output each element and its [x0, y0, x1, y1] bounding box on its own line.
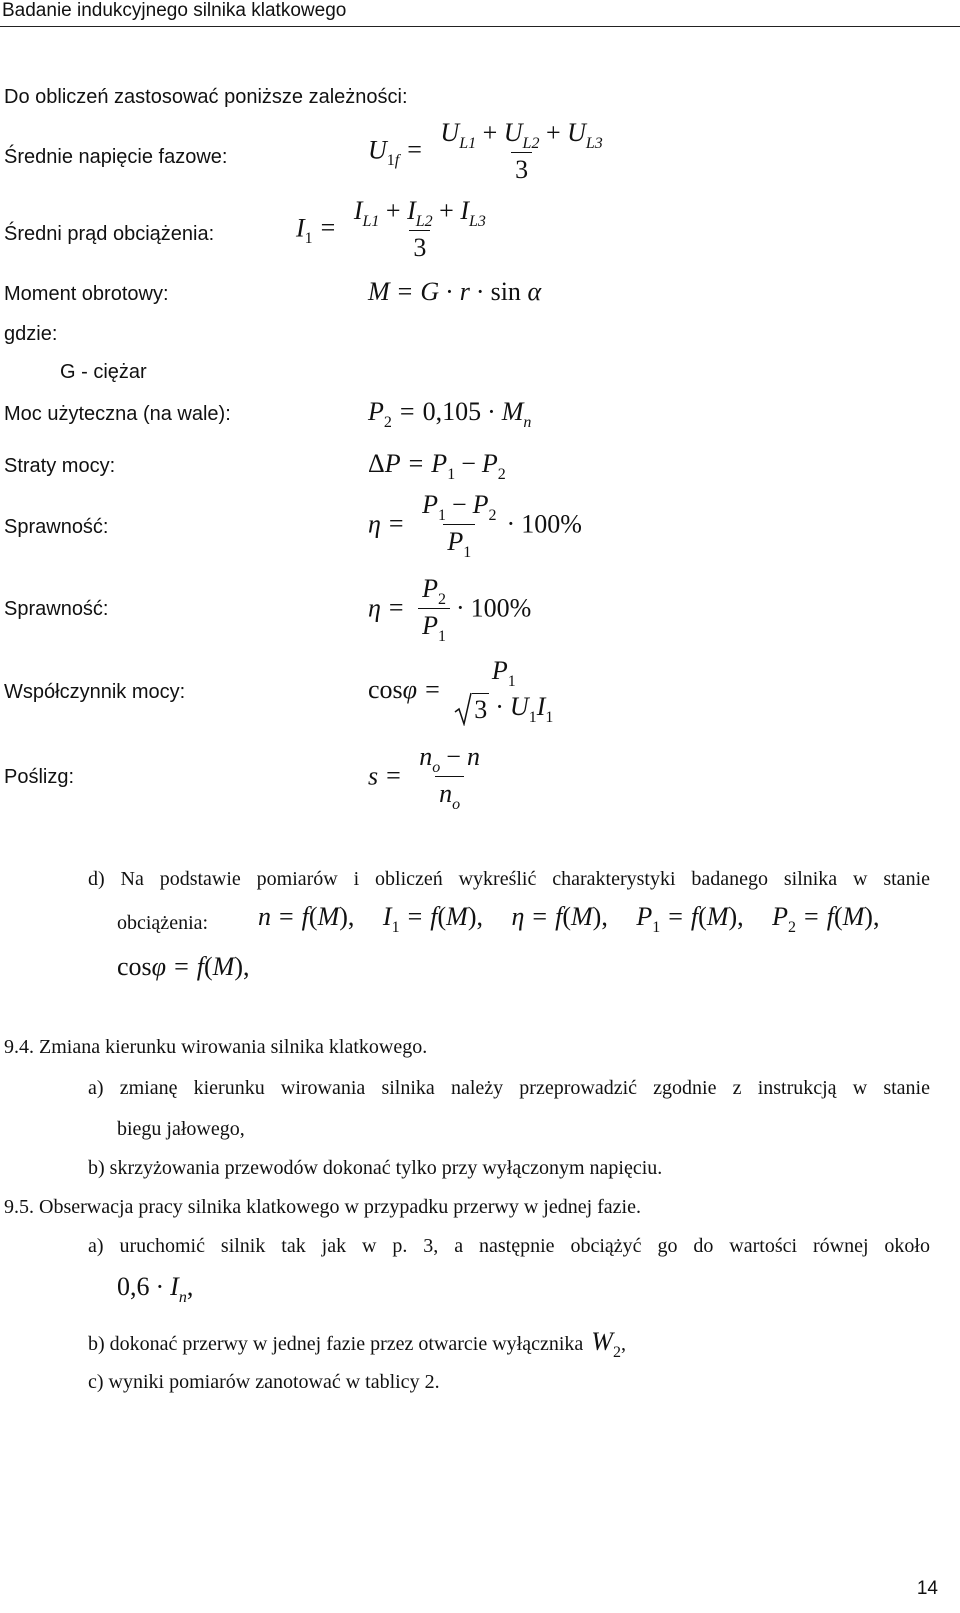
- percent-100-b: 100%: [470, 593, 532, 623]
- label-load-current: Średni prąd obciążenia:: [4, 223, 215, 245]
- label-power-losses: Straty mocy:: [4, 455, 116, 477]
- item-9-5-c: c) wyniki pomiarów zanotować w tablicy 2.: [88, 1371, 440, 1393]
- formula-power-factor: cosφ = $P_1$ 3 · $U_1I_1$: [368, 656, 554, 726]
- item-d-prefix: obciążenia:: [117, 912, 209, 934]
- formula-characteristics: n = f(M), $I_1 = f(M)$, η = f(M), $P_1 = f(M)$, $P_2 = f(M)$,: [258, 902, 880, 936]
- label-power-factor: Współczynnik mocy:: [4, 681, 186, 703]
- item-9-5-b: b) dokonać przerwy w jednej fazie przez otwarcie wyłącznika $W_2$,: [88, 1327, 626, 1361]
- label-useful-power: Moc użyteczna (na wale):: [4, 403, 231, 425]
- formula-torque: M = G · r · sin α: [368, 277, 542, 306]
- formula-power-losses: $\Delta P = P_1 - P_2$: [368, 449, 506, 483]
- intro-text: Do obliczeń zastosować poniższe zależności:: [4, 86, 408, 108]
- formula-0-6-In: $0,6 \cdot I_n$,: [117, 1272, 194, 1306]
- formula-efficiency-1: η = $\frac{P_1 - P_2}{P_1}$ · 100%: [368, 490, 582, 561]
- formula-useful-power: $P_2 = 0,105 \cdot M_n$: [368, 397, 532, 431]
- percent-100-a: 100%: [521, 509, 582, 539]
- label-efficiency-2: Sprawność:: [4, 598, 109, 620]
- formula-load-current: $I_1$ = $\frac{I_{L1} + I_{L2} + I_{L3}}{3}$: [296, 196, 490, 265]
- formula-efficiency-2: η = $\frac{P_2}{P_1}$ · 100%: [368, 574, 532, 645]
- label-phase-voltage: Średnie napięcie fazowe:: [4, 146, 228, 168]
- heading-9-5: 9.5. Obserwacja pracy silnika klatkowego w przypadku przerwy w jednej fazie.: [4, 1196, 641, 1218]
- item-9-5-a-line1: a) uruchomić silnik tak jak w p. 3, a następnie obciążyć go do wartości równej około: [88, 1235, 930, 1257]
- label-weight: G - ciężar: [60, 361, 147, 383]
- item-9-4-a-line1: a) zmianę kierunku wirowania silnika należy przeprowadzić zgodnie z instrukcją w stanie: [88, 1077, 930, 1099]
- label-efficiency-1: Sprawność:: [4, 516, 109, 538]
- constant-0105: 0,105: [422, 397, 482, 426]
- item-9-4-a-line2: biegu jałowego,: [117, 1118, 245, 1140]
- item-d-line1: d) Na podstawie pomiarów i obliczeń wykreślić charakterystyki badanego silnika w stanie: [88, 868, 930, 890]
- formula-phase-voltage: $U_{1f}$ = $\frac{U_{L1} + U_{L2} + U_{L3}}{3}$: [368, 118, 607, 187]
- sqrt-symbol: 3: [454, 692, 489, 726]
- label-where: gdzie:: [4, 323, 58, 345]
- header-title: Badanie indukcyjnego silnika klatkowego: [2, 0, 347, 21]
- page-number: 14: [916, 1578, 938, 1599]
- item-9-4-b: b) skrzyżowania przewodów dokonać tylko przy wyłączonym napięciu.: [88, 1157, 663, 1179]
- value-0-6: 0,6: [117, 1272, 150, 1301]
- page-header: [0, 0, 960, 27]
- label-torque: Moment obrotowy:: [4, 283, 169, 305]
- label-slip: Poślizg:: [4, 766, 75, 788]
- formula-slip: s = $\frac{n_o - n}{n_o}$: [368, 742, 480, 813]
- formula-cosphi: cosφ = f(M),: [117, 952, 250, 981]
- heading-9-4: 9.4. Zmiana kierunku wirowania silnika klatkowego.: [4, 1036, 428, 1058]
